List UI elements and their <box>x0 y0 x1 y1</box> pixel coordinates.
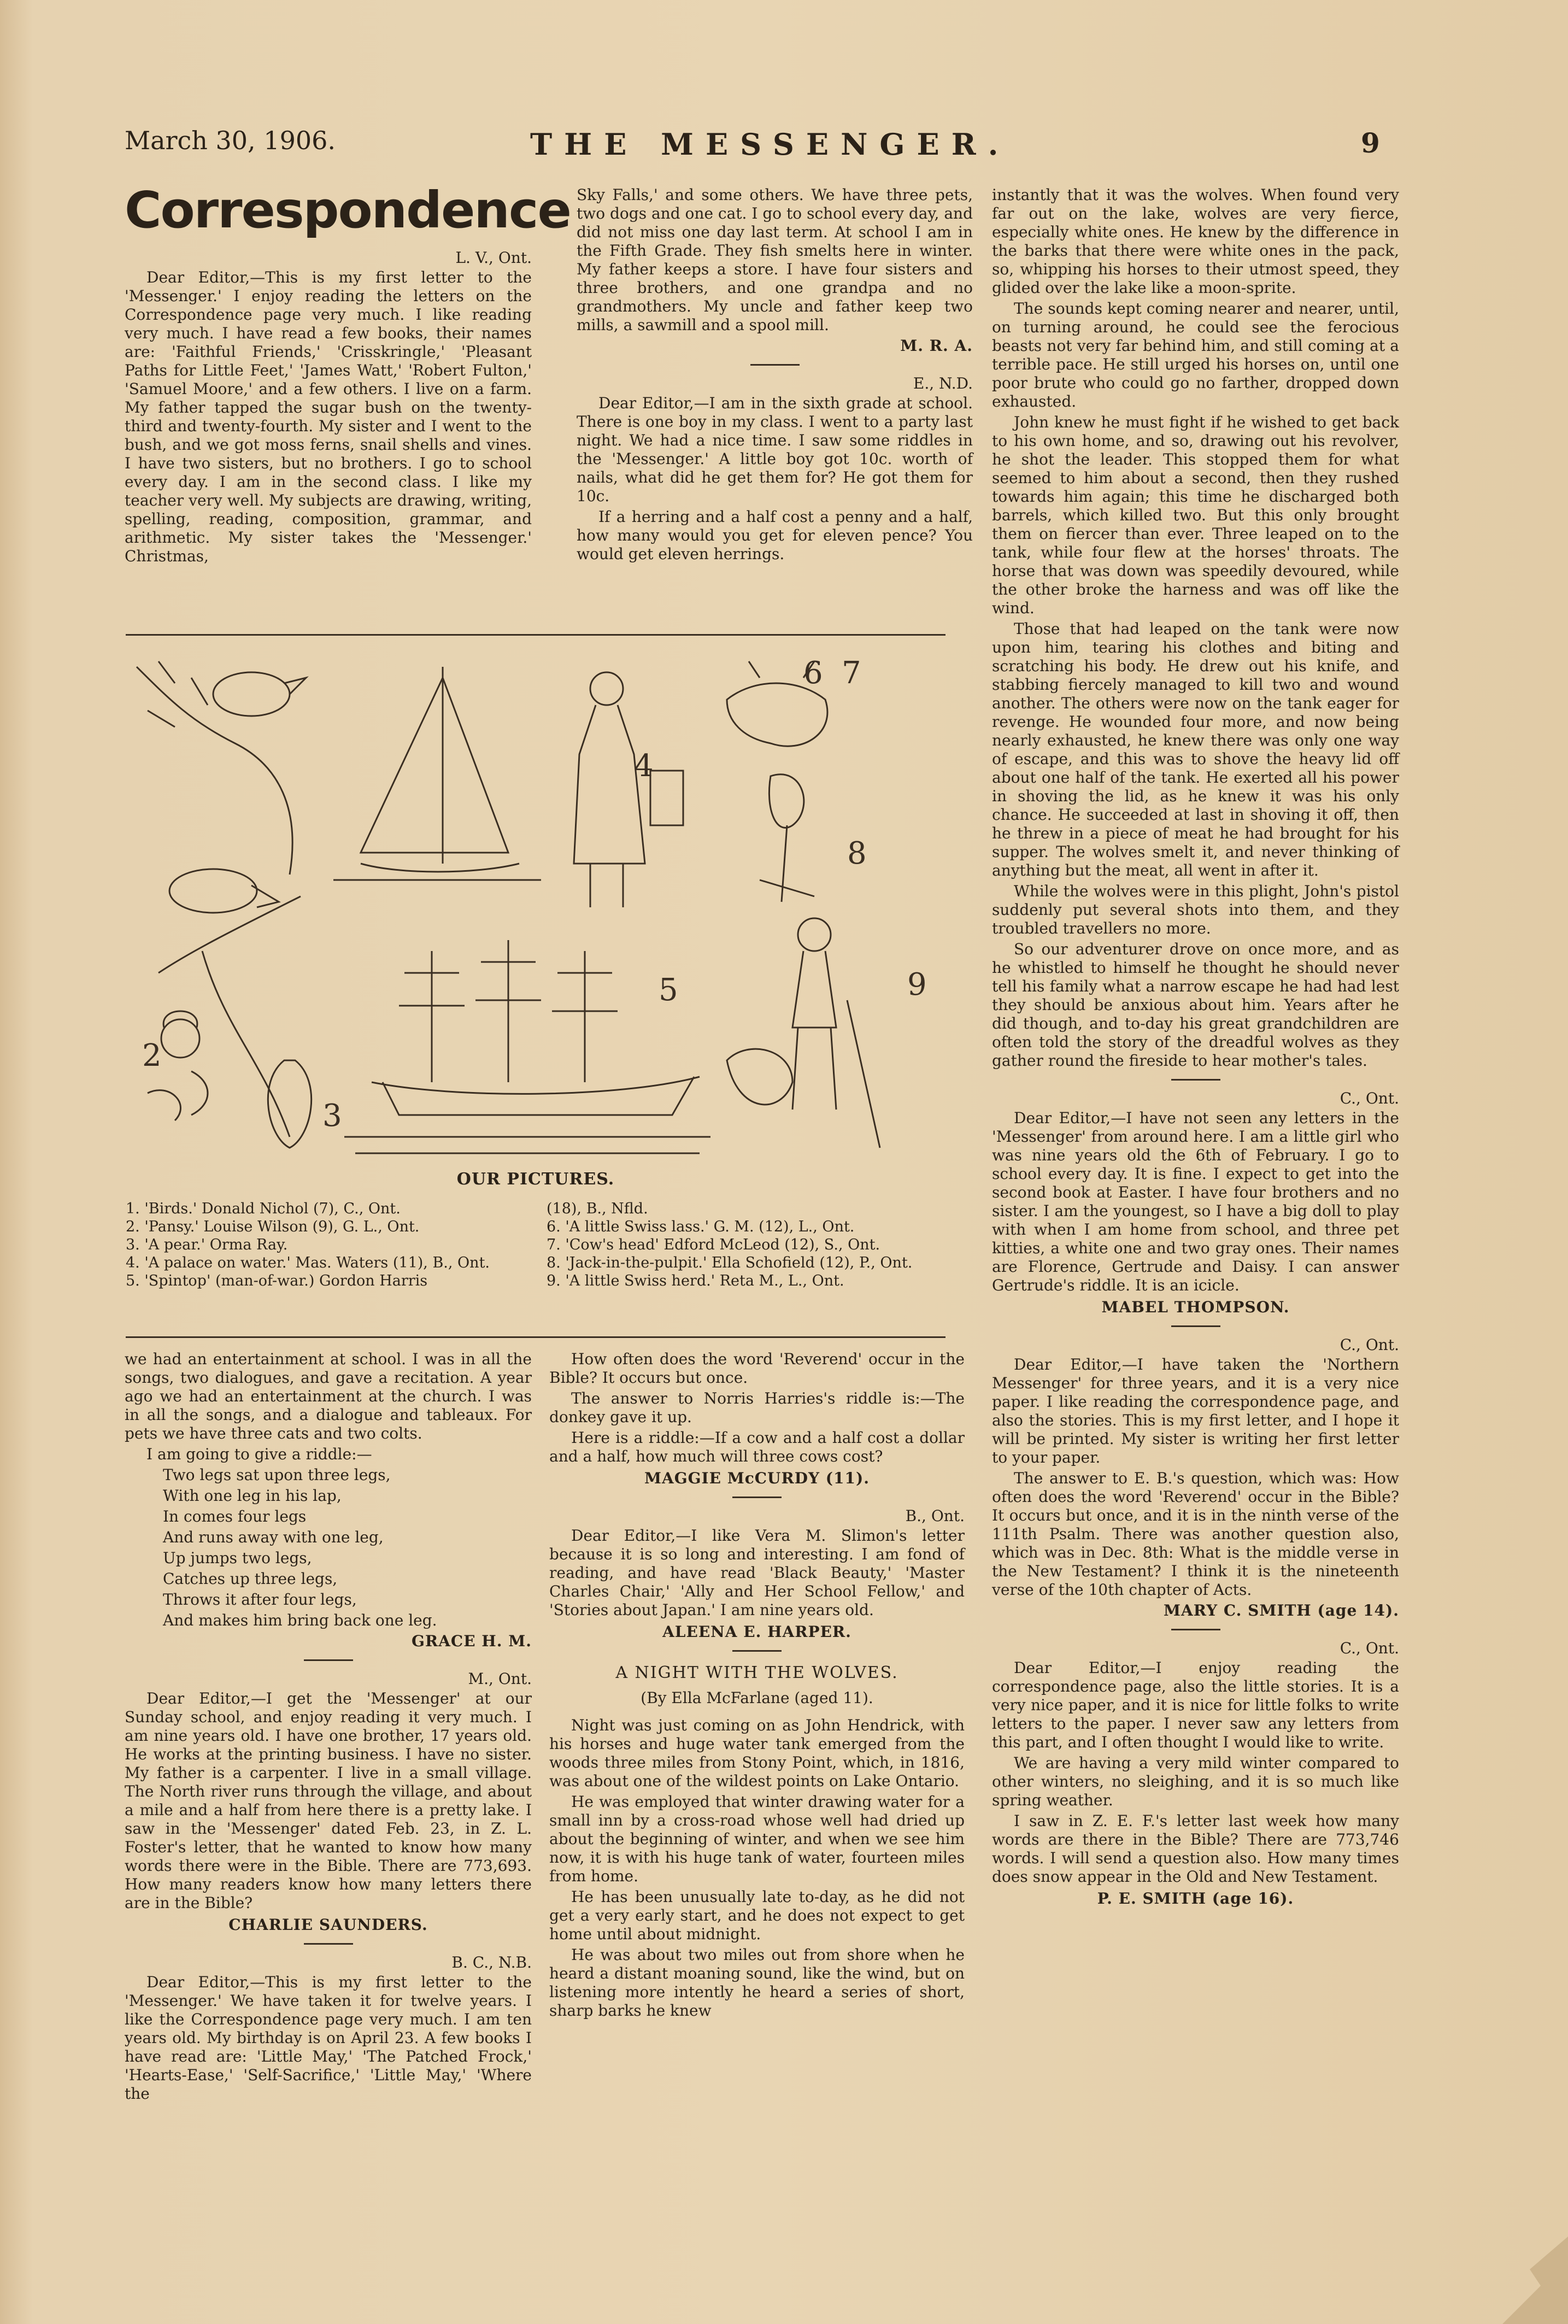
divider <box>732 1650 782 1652</box>
riddle-line: Two legs sat upon three legs, <box>163 1466 391 1484</box>
riddle-line: With one leg in his lap, <box>163 1487 342 1505</box>
letter-signature: MARY C. SMITH (age 14). <box>1164 1601 1399 1619</box>
credit-item: 1. 'Birds.' Donald Nichol (7), C., Ont. <box>126 1200 401 1217</box>
divider <box>1171 1079 1220 1081</box>
picture-number: 4 <box>634 748 654 784</box>
pictures-title: OUR PICTURES. <box>456 1170 615 1189</box>
divider <box>732 1496 782 1498</box>
riddle-line: Throws it after four legs, <box>163 1591 357 1609</box>
letter-place: M., Ont. <box>468 1670 532 1688</box>
story-byline: (By Ella McFarlane (aged 11). <box>641 1689 873 1707</box>
column-1-top <box>125 181 571 568</box>
picture-number: 6 <box>803 655 823 691</box>
letter-paragraph: Dear Editor,—I am in the sixth grade at school. There is one boy in my class. I went to a party last night. We had a nice time. I saw some riddles in the 'Messenger.' A little boy got 10c. worth of nails, what did he get them for? He got them for 10c. <box>577 394 973 505</box>
letter-paragraph: Dear Editor,—I get the 'Messenger' at our Sunday school, and enjoy reading it very much. I am nine years old. I have one brother, 17 years old. He works at the printing business. I have no sister. My father is a carpenter. I live in a small village. The North river runs through the village, and about a mile and a half from here there is a pretty lake. I saw in the 'Messenger' dated Feb. 23, in Z. L. Foster's letter, that he wanted to know how many words there were in the Bible. There are 773,693. How many readers know how many letters there are in the Bible? <box>125 1689 532 1912</box>
birds-drawing <box>137 661 306 1137</box>
letter-paragraph: Sky Falls,' and some others. We have three pets, two dogs and one cat. I go to school every day, and did not miss one day last term. At school I am in the Fifth Grade. They fish smelts here in winter. My father keeps a store. I have four sisters and three brothers, and one grandpa and no grandmothers. My uncle and father keep two mills, a sawmill and a spool mill. <box>577 186 973 334</box>
letter-paragraph: Here is a riddle:—If a cow and a half cost a dollar and a half, how much will three cows cost? <box>549 1429 965 1465</box>
column-3 <box>992 186 1399 1914</box>
page-tear-corner <box>1448 2204 1568 2324</box>
credit-item: 4. 'A palace on water.' Mas. Waters (11), B., Ont. <box>126 1254 490 1271</box>
story-paragraph: He was employed that winter drawing water for a small inn by a cross-road whose well had dried up about the beginning of winter, and when we see him now, it is with his huge tank of water, fourteen miles from home. <box>549 1793 965 1885</box>
letter-signature: CHARLIE SAUNDERS. <box>228 1916 428 1934</box>
picture-number: 5 <box>659 972 678 1008</box>
story-title: A NIGHT WITH THE WOLVES. <box>615 1663 898 1682</box>
story-paragraph: instantly that it was the wolves. When found very far out on the lake, wolves are very fierce, especially white ones. He knew by the difference in the barks that there were white ones in the pack, so, whipping his horses to their utmost speed, they glided over the lake like a moon-sprite. <box>992 186 1399 297</box>
page-header <box>0 126 1568 169</box>
column-2-top <box>577 186 973 566</box>
credit-item: 9. 'A little Swiss herd.' Reta M., L., Ont. <box>547 1272 844 1289</box>
story-paragraph: Night was just coming on as John Hendrick, with his horses and huge water tank emerged from the woods three miles from Stony Point, which, in 1816, was about one of the wildest points on Lake Ontario. <box>549 1716 965 1790</box>
letter-paragraph: we had an entertainment at school. I was in all the songs, two dialogues, and gave a recitation. A year ago we had an entertainment at the church. I was in all the songs, and a dialogue and tableaux. For pets we have three cats and two colts. <box>125 1350 532 1442</box>
pictures-credits-right <box>547 1200 946 1290</box>
divider <box>126 1336 946 1338</box>
story-paragraph: He has been unusually late to-day, as he did not get a very early start, and he does not expect to get home until about midnight. <box>549 1888 965 1943</box>
column-1-bottom <box>125 1350 532 2105</box>
divider <box>750 364 800 366</box>
story-paragraph: Those that had leaped on the tank were now upon him, tearing his clothes and biting and scratching his body. He drew out his knife, and stabbing fiercely managed to kill two and wound another. The others were now on the tank eager for revenge. He wounded four more, and now being nearly exhausted, he knew there was only one way of escape, and this was to shove the heavy lid off about one half of the tank. He exerted all his power in shoving the lid, as he knew it was his only chance. He succeeded at last in shoving it off, then he threw in a piece of meat he had brought for his supper. The wolves smelt it, and never thinking of anything but the meat, all went in after it. <box>992 620 1399 879</box>
credit-item: (18), B., Nfld. <box>547 1200 648 1217</box>
our-pictures-illustrations <box>126 645 946 1170</box>
letter-place: C., Ont. <box>1340 1336 1399 1354</box>
story-paragraph: The sounds kept coming nearer and nearer, until, on turning around, he could see the ferocious beasts not very far behind him, and still coming at a terrible pace. He still urged his horses on, until one poor brute who could go no farther, dropped down exhausted. <box>992 300 1399 410</box>
picture-number: 2 <box>142 1038 162 1073</box>
man-of-war-ship-drawing <box>344 940 710 1153</box>
divider <box>1171 1325 1220 1327</box>
letter-paragraph: Dear Editor,—I enjoy reading the correspondence page, also the little stories. It is a very nice paper, and it is nice for little folks to write letters to the paper. I never saw any letters from this part, and I often thought I would like to write. <box>992 1659 1399 1751</box>
letter-place: C., Ont. <box>1340 1639 1399 1657</box>
letter-paragraph: The answer to E. B.'s question, which was: How often does the word 'Reverend' occur in the Bible? It occurs but once, and it is in the ninth verse of the 111th Psalm. There was another question also, which was in Dec. 8th: What is the middle verse in the New Testament? I think it is the nineteenth verse of the 10th chapter of Acts. <box>992 1469 1399 1599</box>
credit-item: 6. 'A little Swiss lass.' G. M. (12), L., Ont. <box>547 1218 855 1235</box>
letter-signature: MABEL THOMPSON. <box>1101 1298 1290 1316</box>
letter-signature: ALEENA E. HARPER. <box>662 1623 851 1641</box>
letter-paragraph: If a herring and a half cost a penny and a half, how many would you get for eleven pence? You would get eleven herrings. <box>577 508 973 563</box>
letter-paragraph: Dear Editor,—This is my first letter to the 'Messenger.' We have taken it for twelve years. I like the Correspondence page very much. I am ten years old. My birthday is on April 23. A few books I have read are: 'Little May,' 'The Patched Frock,' 'Hearts-Ease,' 'Self-Sacrifice,' 'Little May,' 'Where the <box>125 1973 532 2103</box>
letter-paragraph: Dear Editor,—I have not seen any letters in the 'Messenger' from around here. I am a little girl who was nine years old the 6th of February. I go to school every day. It is fine. I expect to get into the second book at Easter. I have four brothers and no sister. I am the youngest, so I have a big doll to play with when I am home from school, and three pet kitties, a white one and two gray ones. Their names are Florence, Gertrude and Daisy. I can answer Gertrude's riddle. It is an icicle. <box>992 1109 1399 1294</box>
picture-number: 8 <box>847 836 867 871</box>
riddle-line: And makes him bring back one leg. <box>163 1611 437 1629</box>
story-paragraph: He was about two miles out from shore when he heard a distant moaning sound, like the wind, but on listening more intently he heard a series of short, sharp barks he knew <box>549 1946 965 2020</box>
picture-number: 3 <box>322 1098 342 1134</box>
page-number: 9 <box>1361 127 1380 159</box>
credit-item: 8. 'Jack-in-the-pulpit.' Ella Schofield (12), P., Ont. <box>547 1254 913 1271</box>
picture-number: 9 <box>907 967 927 1002</box>
swiss-lass-drawing <box>574 672 683 907</box>
jack-in-the-pulpit-drawing <box>760 774 814 902</box>
riddle-line: And runs away with one leg, <box>163 1528 384 1546</box>
divider <box>304 1659 353 1661</box>
letter-place: B., Ont. <box>905 1507 965 1525</box>
letter-paragraph: I saw in Z. E. F.'s letter last week how many words are there in the Bible? There are 773,746 words. I will send a question also. How many times does snow appear in the Old and New Testament. <box>992 1812 1399 1886</box>
story-paragraph: John knew he must fight if he wished to get back to his own home, and so, drawing out his revolver, he shot the leader. This stopped them for what seemed to him about a second, then they rushed towards him again; this time he discharged both barrels, which killed two. But this only brought them on fiercer than ever. Three leaped on to the tank, while four flew at the horses' throats. The horse that was down was speedily devoured, while the other broke the harness and was off like the wind. <box>992 413 1399 617</box>
letter-signature: MAGGIE McCURDY (11). <box>644 1469 870 1487</box>
riddle-line: Catches up three legs, <box>163 1570 338 1588</box>
letter-place: B. C., N.B. <box>451 1953 532 1971</box>
divider <box>304 1943 353 1945</box>
letter-paragraph: We are having a very mild winter compared to other winters, no sleighing, and it is so much like spring weather. <box>992 1754 1399 1809</box>
riddle-line: Up jumps two legs, <box>163 1549 312 1567</box>
credit-item: 5. 'Spintop' (man-of-war.) Gordon Harris <box>126 1272 428 1289</box>
letter-paragraph: Dear Editor,—This is my first letter to the 'Messenger.' I enjoy reading the letters on the Correspondence page very much. I like reading very much. I have read a few books, their names are: 'Faithful Friends,' 'Crisskringle,' 'Pleasant Paths for Little Feet,' 'James Watt,' 'Robert Fulton,' 'Samuel Moore,' and a few others. I live on a farm. My father tapped the sugar bush on the twenty-third and twenty-fourth. My sister and I went to the bush, and we got moss ferns, snail shells and vines. I have two sisters, but no brothers. I go to school every day. I am in the second class. I like my teacher very well. My subjects are drawing, writing, spelling, reading, composition, grammar, and arithmetic. My sister takes the 'Messenger.' Christmas, <box>125 268 532 565</box>
divider <box>126 634 946 636</box>
pictures-credits-left <box>126 1200 530 1290</box>
letter-signature: M. R. A. <box>900 337 973 355</box>
letter-place: C., Ont. <box>1340 1089 1399 1107</box>
letter-signature: GRACE H. M. <box>412 1632 532 1650</box>
divider <box>1171 1629 1220 1630</box>
column-2-bottom <box>549 1350 965 2022</box>
credit-item: 2. 'Pansy.' Louise Wilson (9), G. L., Ont. <box>126 1218 420 1235</box>
section-title: Correspondence <box>125 181 571 239</box>
letter-signature: P. E. SMITH (age 16). <box>1097 1889 1294 1908</box>
masthead-title: THE MESSENGER. <box>530 127 1011 162</box>
letter-paragraph: The answer to Norris Harries's riddle is:—The donkey gave it up. <box>549 1389 965 1426</box>
issue-date: March 30, 1906. <box>125 126 336 155</box>
story-paragraph: While the wolves were in this plight, John's pistol suddenly put several shots into them, and they troubled travellers no more. <box>992 882 1399 937</box>
sailboat-drawing <box>333 667 541 880</box>
credit-item: 3. 'A pear.' Orma Ray. <box>126 1236 288 1253</box>
story-paragraph: So our adventurer drove on once more, and as he whistled to himself he thought he should never tell his family what a narrow escape he had had lest they should be anxious about him. Years after he did though, and to-day his great grandchildren are often told the story of the dreadful wolves as they gather round the fireside to hear mother's tales. <box>992 940 1399 1070</box>
letter-paragraph: Dear Editor,—I have taken the 'Northern Messenger' for three years, and it is a very nice paper. I like reading the correspondence page, and also the stories. This is my first letter, and I hope it will be printed. My sister is writing her first letter to your paper. <box>992 1355 1399 1466</box>
letter-place: E., N.D. <box>913 374 973 392</box>
riddle-line: In comes four legs <box>163 1507 307 1525</box>
letter-paragraph: I am going to give a riddle:— <box>146 1445 372 1463</box>
letter-place: L. V., Ont. <box>455 249 532 267</box>
swiss-herd-drawing <box>727 918 880 1148</box>
picture-number: 7 <box>842 655 861 691</box>
letter-paragraph: Dear Editor,—I like Vera M. Slimon's letter because it is so long and interesting. I am fond of reading, and have read 'Black Beauty,' 'Master Charles Chair,' 'Ally and Her School Fellow,' and 'Stories about Japan.' I am nine years old. <box>549 1527 965 1619</box>
letter-paragraph: How often does the word 'Reverend' occur in the Bible? It occurs but once. <box>549 1350 965 1387</box>
credit-item: 7. 'Cow's head' Edford McLeod (12), S., Ont. <box>547 1236 880 1253</box>
